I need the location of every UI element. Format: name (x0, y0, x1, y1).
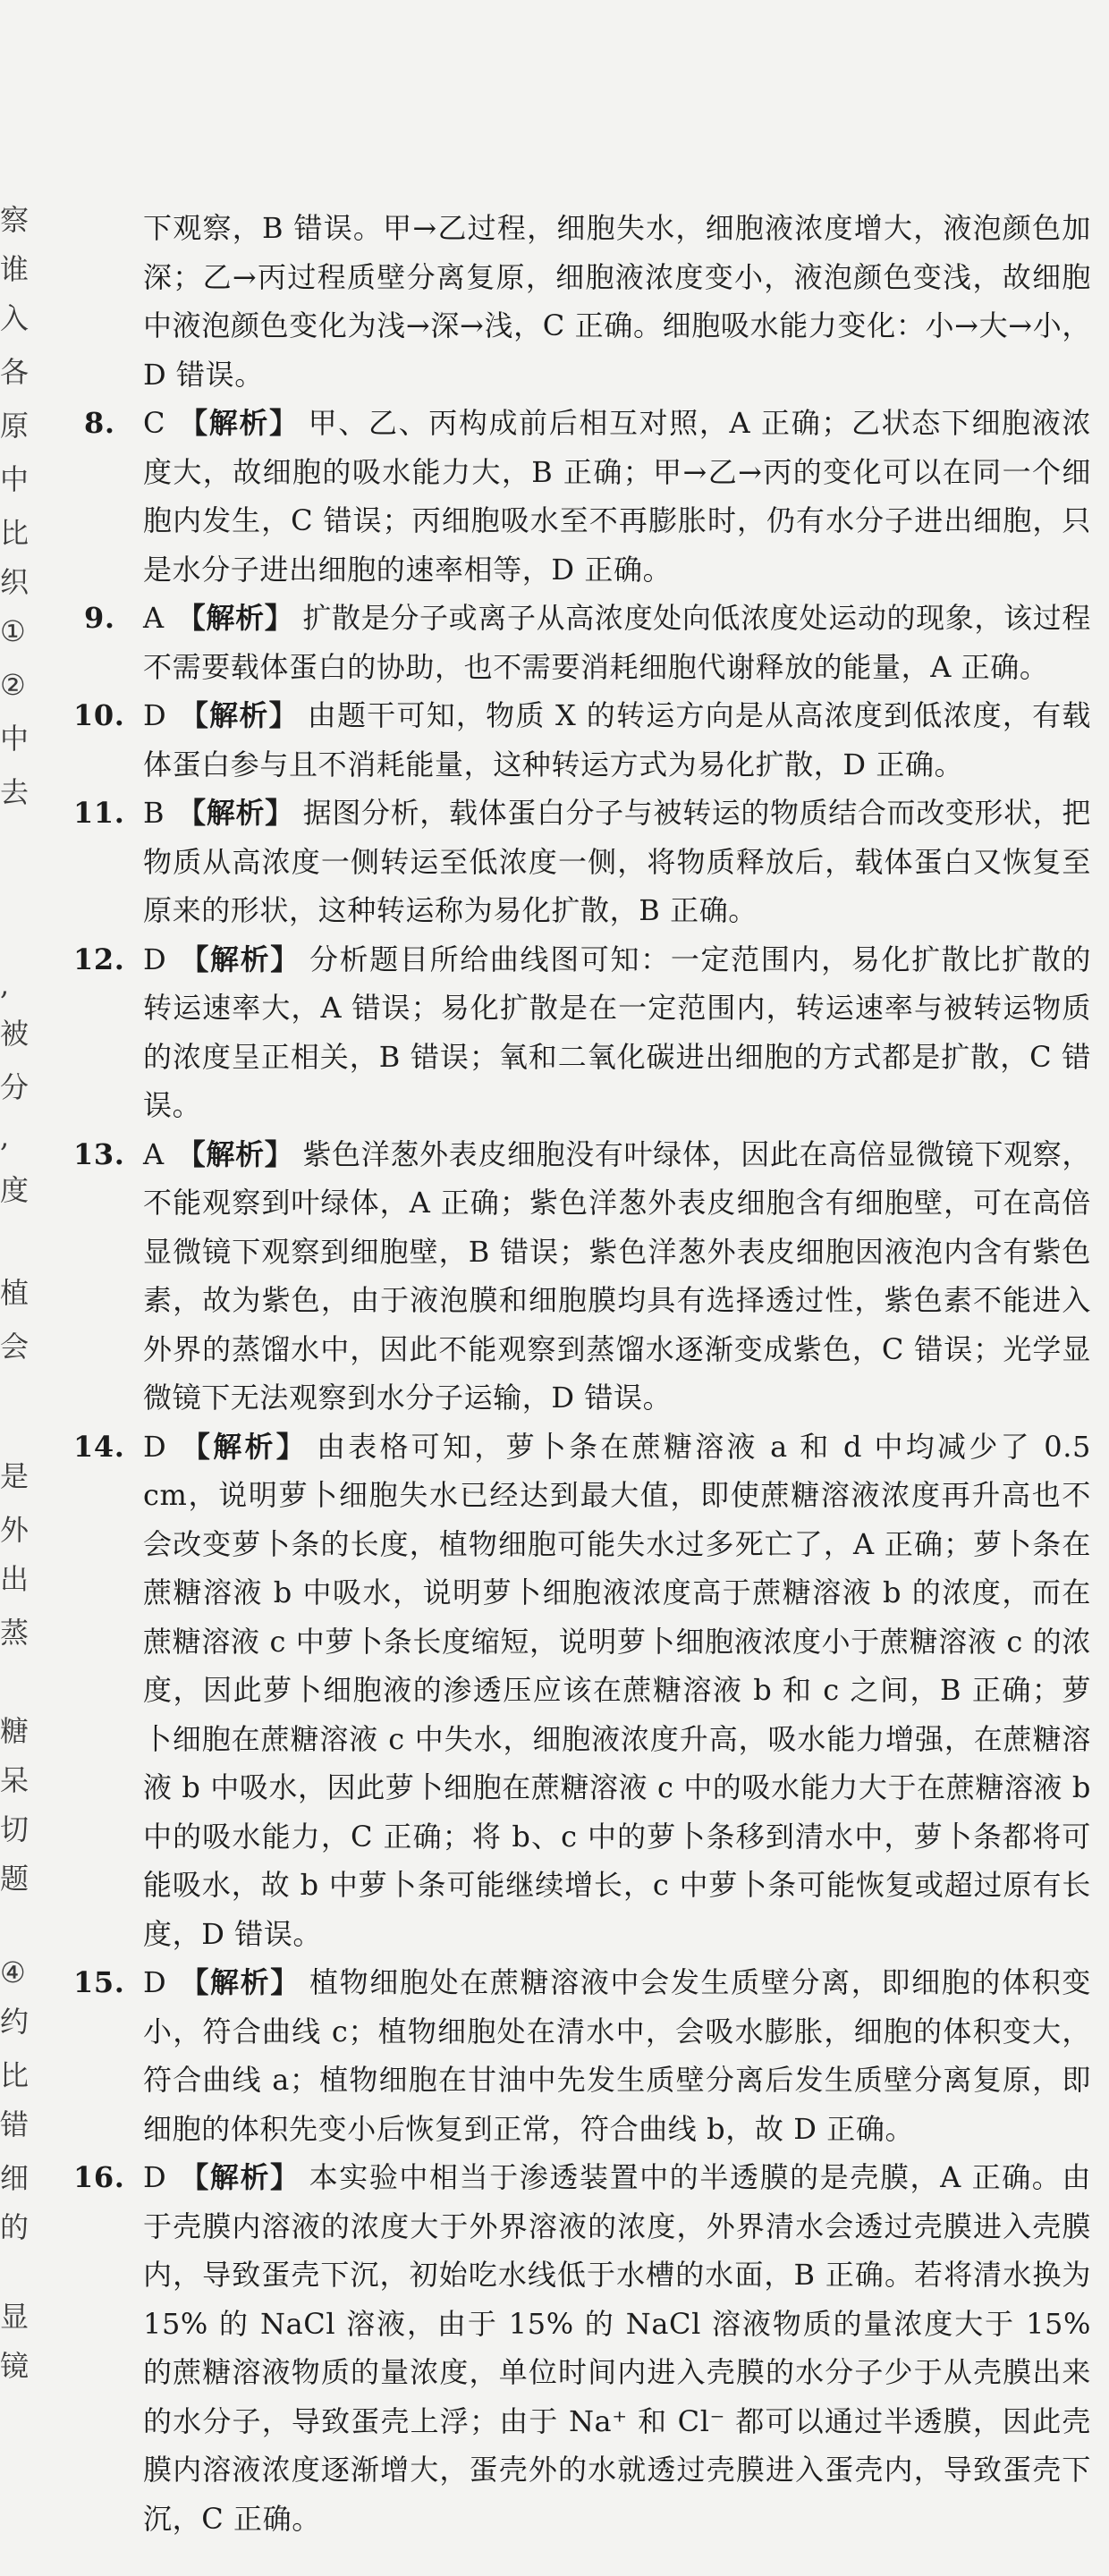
margin-glyph: ② (0, 668, 26, 702)
analysis-tag: 【解析】 (178, 406, 300, 440)
margin-glyph: 切 (0, 1812, 30, 1846)
answer-letter: D (143, 698, 167, 732)
margin-glyph: ④ (0, 1955, 26, 1989)
margin-glyph: 被 (0, 1017, 30, 1051)
margin-glyph: 糖 (0, 1714, 30, 1748)
answer-letter: A (143, 1136, 165, 1171)
answer-letter: A (143, 601, 165, 635)
margin-glyph: 中 (0, 462, 30, 496)
answer-letter: D (143, 2160, 167, 2194)
answer-letter: D (143, 942, 167, 976)
margin-glyph: , (0, 967, 10, 1001)
margin-glyph: 比 (0, 2058, 30, 2092)
margin-glyph: 细 (0, 2161, 30, 2195)
margin-glyph: 显 (0, 2300, 30, 2334)
margin-glyph: 谁 (0, 252, 30, 286)
analysis-tag: 【解析】 (179, 942, 301, 976)
item-number: 8. (84, 406, 115, 440)
margin-glyph: 植 (0, 1276, 30, 1310)
margin-glyph: 是 (0, 1459, 30, 1493)
item-number: 10. (73, 698, 125, 732)
answer-item-11 (73, 789, 1091, 935)
margin-glyph: 镜 (0, 2349, 30, 2383)
margin-glyph: 外 (0, 1513, 30, 1547)
margin-glyph: 呆 (0, 1763, 30, 1797)
margin-glyph: 度 (0, 1173, 30, 1207)
explanation-text: 紫色洋葱外表皮细胞没有叶绿体，因此在高倍显微镜下观察，不能观察到叶绿体，A 正确；紫色洋葱外表皮细胞含有细胞壁，可在高倍显微镜下观察到细胞壁，B 错误；紫色洋葱外表皮细胞因液泡内含有紫色素，故为紫色，由于液泡膜和细胞膜均具有选择透过性，紫色素不能进入外界的蒸馏水中，因此不能观察到蒸馏水逐渐变成紫色，C 错误；光学显微镜下无法观察到水分子运输，D 错误。 (143, 1136, 1091, 1415)
answer-letter: D (143, 1965, 167, 1999)
margin-glyph: 分 (0, 1070, 30, 1104)
explanation-text: 据图分析，载体蛋白分子与被转运的物质结合而改变形状，把物质从高浓度一侧转运至低浓度一侧，将物质释放后，载体蛋白又恢复至原来的形状，这种转运称为易化扩散，B 正确。 (143, 796, 1091, 927)
explanation-text: 分析题目所给曲线图可知：一定范围内，易化扩散比扩散的转运速率大，A 错误；易化扩散是在一定范围内，转运速率与被转运物质的浓度呈正相关，B 错误；氧和二氧化碳进出细胞的方式都是扩散，C 错误。 (143, 942, 1091, 1122)
answer-item-9 (84, 594, 1091, 691)
analysis-tag: 【解析】 (179, 2160, 301, 2194)
answer-letter: C (143, 406, 166, 440)
margin-glyph: 会 (0, 1330, 30, 1364)
margin-glyph: 错 (0, 2107, 30, 2141)
explanation-text: 甲、乙、丙构成前后相互对照，A 正确；乙状态下细胞液浓度大，故细胞的吸水能力大，B 正确；甲→乙→丙的变化可以在同一个细胞内发生，C 错误；丙细胞吸水至不再膨胀时，仍有水分子进出细胞，只是水分子进出细胞的速率相等，D 正确。 (143, 406, 1092, 587)
item-number: 12. (73, 942, 125, 976)
answer-item-12 (73, 935, 1091, 1130)
margin-glyph: ① (0, 614, 26, 648)
answer-item-8 (84, 399, 1092, 594)
analysis-tag: 【解析】 (176, 1136, 294, 1171)
analysis-tag: 【解析】 (177, 796, 294, 830)
explanation-text: 扩散是分子或离子从高浓度处向低浓度处运动的现象，该过程不需要载体蛋白的协助，也不需要消耗细胞代谢释放的能量，A 正确。 (143, 601, 1091, 684)
margin-glyph: 题 (0, 1862, 30, 1896)
answer-item-15 (73, 1958, 1091, 2153)
margin-glyph: 约 (0, 2005, 30, 2039)
explanation-text: 本实验中相当于渗透装置中的半透膜的是壳膜，A 正确。由于壳膜内溶液的浓度大于外界溶液的浓度，外界清水会透过壳膜进入壳膜内，导致蛋壳下沉，初始吃水线低于水槽的水面，B 正确。若将清水换为 15% 的 NaCl 溶液，由于 15% 的 NaCl 溶液物质的量浓度大于 15% 的蔗糖溶液物质的量浓度，单位时间内进入壳膜的水分子少于从壳膜出来的水分子，导致蛋壳上浮；由于 Na⁺ 和 Cl⁻ 都可以通过半透膜，因此壳膜内溶液浓度逐渐增大，蛋壳外的水就透过壳膜进入蛋壳内，导致蛋壳下沉，C 正确。 (143, 2160, 1091, 2536)
margin-glyph: 原 (0, 409, 30, 443)
margin-glyph: 各 (0, 355, 30, 389)
item-number: 11. (73, 796, 125, 830)
margin-glyph: 出 (0, 1562, 30, 1596)
answer-item-13 (73, 1130, 1091, 1423)
margin-glyph: 察 (0, 203, 30, 237)
answer-item-16 (73, 2153, 1091, 2543)
item-number: 16. (73, 2160, 125, 2194)
explanation-text: 由表格可知，萝卜条在蔗糖溶液 a 和 d 中均减少了 0.5 cm，说明萝卜细胞失水已经达到最大值，即使蔗糖溶液浓度再升高也不会改变萝卜条的长度，植物细胞可能失水过多死亡了，A 正确；萝卜条在蔗糖溶液 b 中吸水，说明萝卜细胞液浓度高于蔗糖溶液 b 的浓度，而在蔗糖溶液 c 中萝卜条长度缩短，说明萝卜细胞液浓度小于蔗糖溶液 c 的浓度，因此萝卜细胞液的渗透压应该在蔗糖溶液 b 和 c 之间，B 正确；萝卜细胞在蔗糖溶液 c 中失水，细胞液浓度升高，吸水能力增强，在蔗糖溶液 b 中吸水，因此萝卜细胞在蔗糖溶液 c 中的吸水能力大于在蔗糖溶液 b 中的吸水能力，C 正确；将 b、c 中的萝卜条移到清水中，萝卜条都将可能吸水，故 b 中萝卜条可能继续增长，c 中萝卜条可能恢复或超过原有长度，D 错误。 (143, 1429, 1091, 1951)
answer-letter: D (143, 1429, 167, 1464)
item-number: 9. (84, 601, 115, 635)
continued-paragraph: 下观察，B 错误。甲→乙过程，细胞失水，细胞液浓度增大，液泡颜色加深；乙→丙过程质壁分离复原，细胞液浓度变小，液泡颜色变浅，故细胞中液泡颜色变化为浅→深→浅，C 正确。细胞吸水能力变化：小→大→小，D 错误。 (143, 211, 1091, 392)
margin-glyph: 去 (0, 775, 30, 809)
analysis-tag: 【解析】 (179, 1429, 308, 1464)
analysis-tag: 【解析】 (179, 698, 299, 732)
answer-explanations (73, 204, 1092, 2543)
margin-glyph: 蒸 (0, 1616, 30, 1650)
explanation-text: 由题干可知，物质 X 的转运方向是从高浓度到低浓度，有载体蛋白参与且不消耗能量，这种转运方式为易化扩散，D 正确。 (143, 698, 1091, 781)
analysis-tag: 【解析】 (176, 601, 294, 635)
answer-item-14 (73, 1423, 1091, 1959)
explanation-text: 植物细胞处在蔗糖溶液中会发生质壁分离，即细胞的体积变小，符合曲线 c；植物细胞处在清水中，会吸水膨胀，细胞的体积变大，符合曲线 a；植物细胞在甘油中先发生质壁分离后发生质壁分离复原，即细胞的体积先变小后恢复到正常，符合曲线 b，故 D 正确。 (143, 1965, 1091, 2146)
item-number: 13. (73, 1136, 125, 1171)
margin-glyph: 的 (0, 2210, 30, 2244)
analysis-tag: 【解析】 (179, 1965, 301, 1999)
margin-glyph: 比 (0, 516, 30, 550)
item-number: 15. (73, 1965, 125, 1999)
item-number: 14. (73, 1429, 125, 1464)
answer-letter: B (143, 796, 165, 830)
answer-item-10 (73, 691, 1091, 789)
margin-glyph: 入 (0, 301, 30, 335)
margin-glyph: 中 (0, 722, 30, 756)
margin-glyph: 织 (0, 565, 30, 599)
margin-glyph: , (0, 1119, 10, 1153)
left-margin-bleed-text (0, 203, 30, 2383)
